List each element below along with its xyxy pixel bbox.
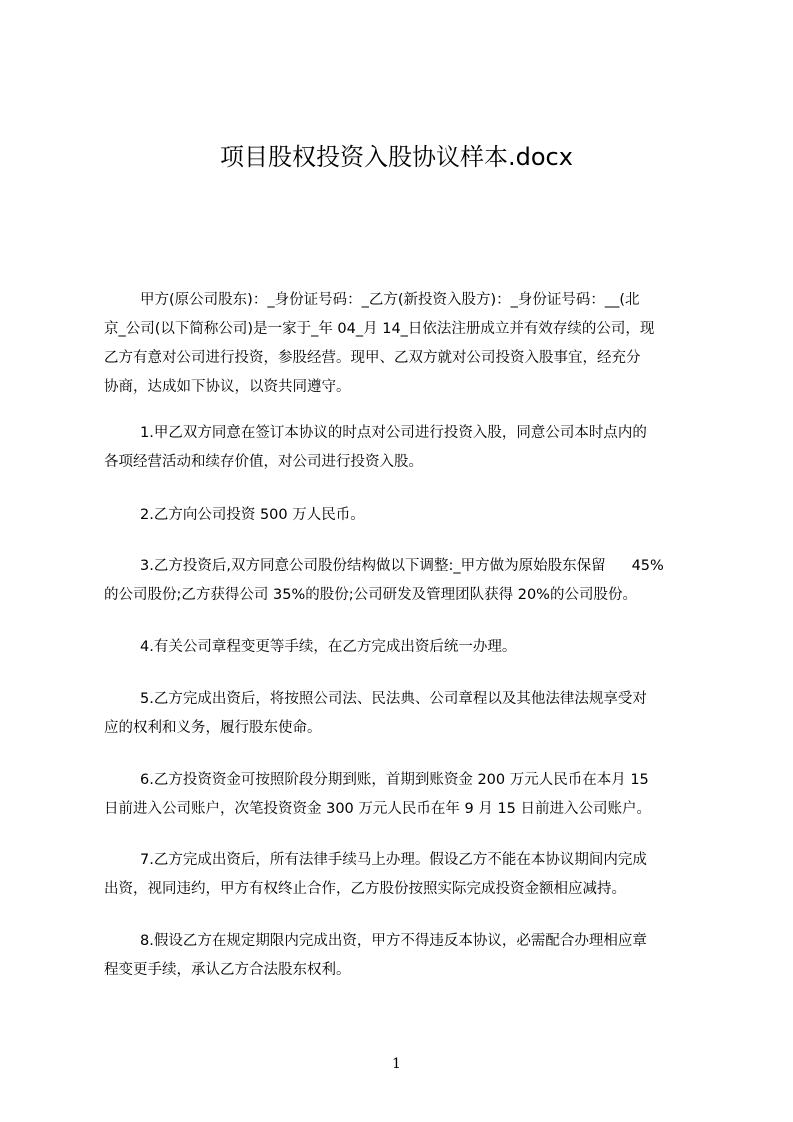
text-line: 日前进入公司账户，次笔投资资金 300 万元人民币在年 9 月 15 日前进入公司账户。 [104,801,652,817]
text-line: 5.乙方完成出资后，将按照公司法、民法典、公司章程以及其他法律法规享受对 [140,691,647,707]
clause-6 [104,766,700,824]
text-fragment: 3.乙方投资后,双方同意公司股份结构做以下调整:_甲方做为原始股东保留 [140,558,606,574]
intro-paragraph [104,286,700,402]
text-line: 出资，视同违约，甲方有权终止合作，乙方股份按照实际完成投资金额相应减持。 [104,881,626,897]
text-line: 7.乙方完成出资后，所有法律手续马上办理。假设乙方不能在本协议期间内完成 [140,852,647,868]
text-line: 2.乙方向公司投资 500 万人民币。 [140,507,365,523]
clause-8 [104,927,700,985]
clause-3 [104,552,700,610]
text-line: 协商，达成如下协议，以资共同遵守。 [104,379,351,395]
text-line: 1.甲乙双方同意在签订本协议的时点对公司进行投资入股，同意公司本时点内的 [140,425,647,441]
clause-7 [104,846,700,904]
text-line: 各项经营活动和续存价值，对公司进行投资入股。 [104,454,423,470]
text-line: 京_公司(以下简称公司)是一家于_年 04_月 14_日依法注册成立并有效存续的公司，现 [104,321,655,337]
share-percentage: 45% [631,558,664,574]
clause-5 [104,685,700,743]
clause-1 [104,419,700,477]
text-line: 8.假设乙方在规定期限内完成出资，甲方不得违反本协议，必需配合办理相应章 [140,933,647,949]
text-line: 乙方有意对公司进行投资，参股经营。现甲、乙双方就对公司投资入股事宜，经充分 [104,350,641,366]
text-line: 4.有关公司章程变更等手续，在乙方完成出资后统一办理。 [140,639,517,655]
text-line: 6.乙方投资资金可按照阶段分期到账，首期到账资金 200 万元人民币在本月 15 [140,772,649,788]
clause-4 [104,633,700,662]
text-line: 甲方(原公司股东)：_身份证号码：_乙方(新投资入股方)：_身份证号码：__(北 [140,292,640,308]
text-line: 程变更手续，承认乙方合法股东权利。 [104,962,351,978]
page-number: 1 [392,1056,401,1072]
document-title: 项目股权投资入股协议样本.docx [220,143,573,171]
text-line: 的公司股份;乙方获得公司 35%的股份;公司研发及管理团队获得 20%的公司股份。 [104,587,637,603]
text-line: 应的权利和义务，履行股东使命。 [104,720,322,736]
clause-2 [104,501,700,530]
text-line [104,552,700,581]
